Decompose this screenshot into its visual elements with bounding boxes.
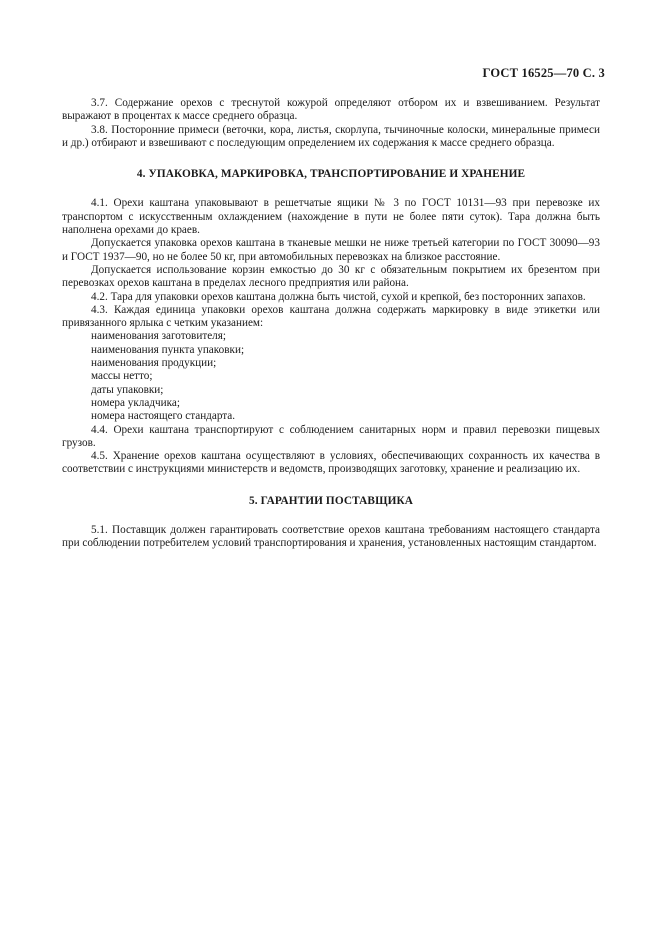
paragraph-5-1: 5.1. Поставщик должен гарантировать соответствие орехов каштана требованиям настоящего стандарта при соблюдении потребителем условий транспортирования и хранения, установленных настоящим стандартом. <box>62 524 600 550</box>
paragraph-4-1: 4.1. Орехи каштана упаковывают в решетчатые ящики № 3 по ГОСТ 10131—93 при перевозке их транспортом с искусственным охлаждением (нахождение в пути не более пяти суток). Тара должна быть наполнена орехами до краев. <box>62 197 600 237</box>
section-5-title: 5. ГАРАНТИИ ПОСТАВЩИКА <box>248 494 414 507</box>
list-item: номера настоящего стандарта. <box>91 410 236 423</box>
running-header: ГОСТ 16525—70 С. 3 <box>482 66 605 80</box>
list-item: даты упаковки; <box>91 383 164 396</box>
paragraph-4-2: 4.2. Тара для упаковки орехов каштана должна быть чистой, сухой и крепкой, без посторонних запахов. <box>91 290 586 303</box>
paragraph-bags-allowed: Допускается упаковка орехов каштана в тканевые мешки не ниже третьей категории по ГОСТ 30090—93 и ГОСТ 1937—90, но не более 50 кг, при автомобильных перевозках на близкое расстояние. <box>62 237 600 263</box>
marking-list <box>62 330 600 423</box>
paragraph-3-8: 3.8. Посторонние примеси (веточки, кора, листья, скорлупа, тычиночные колоски, минеральные примеси и др.) отбирают и взвешивают с последующим определением их содержания к массе среднего образца. <box>62 123 600 149</box>
paragraph-baskets-allowed: Допускается использование корзин емкостью до 30 кг с обязательным покрытием их брезентом при перевозках орехов каштана в пределах лесного предприятия или района. <box>62 263 600 290</box>
list-item: наименования продукции; <box>91 357 217 370</box>
list-item: наименования заготовителя; <box>91 330 227 343</box>
list-item: наименования пункта упаковки; <box>91 343 245 356</box>
paragraph-4-3: 4.3. Каждая единица упаковки орехов каштана должна содержать маркировку в виде этикетки или привязанного ярлыка с четким указанием: <box>62 303 600 330</box>
list-item: номера укладчика; <box>91 396 180 409</box>
paragraph-4-4: 4.4. Орехи каштана транспортируют с соблюдением санитарных норм и правил перевозки пищевых грузов. <box>62 423 600 449</box>
page-content <box>62 97 600 551</box>
list-item: массы нетто; <box>91 370 153 383</box>
section-4-title: 4. УПАКОВКА, МАРКИРОВКА, ТРАНСПОРТИРОВАНИЕ И ХРАНЕНИЕ <box>136 168 526 181</box>
paragraph-4-5: 4.5. Хранение орехов каштана осуществляют в условиях, обеспечивающих сохранность их качества в соответствии с инструкциями министерств и ведомств, производящих заготовку, хранение и реализацию их. <box>62 450 600 476</box>
paragraph-3-7: 3.7. Содержание орехов с треснутой кожурой определяют отбором их и взвешиванием. Результат выражают в процентах к массе среднего образца. <box>62 97 600 123</box>
